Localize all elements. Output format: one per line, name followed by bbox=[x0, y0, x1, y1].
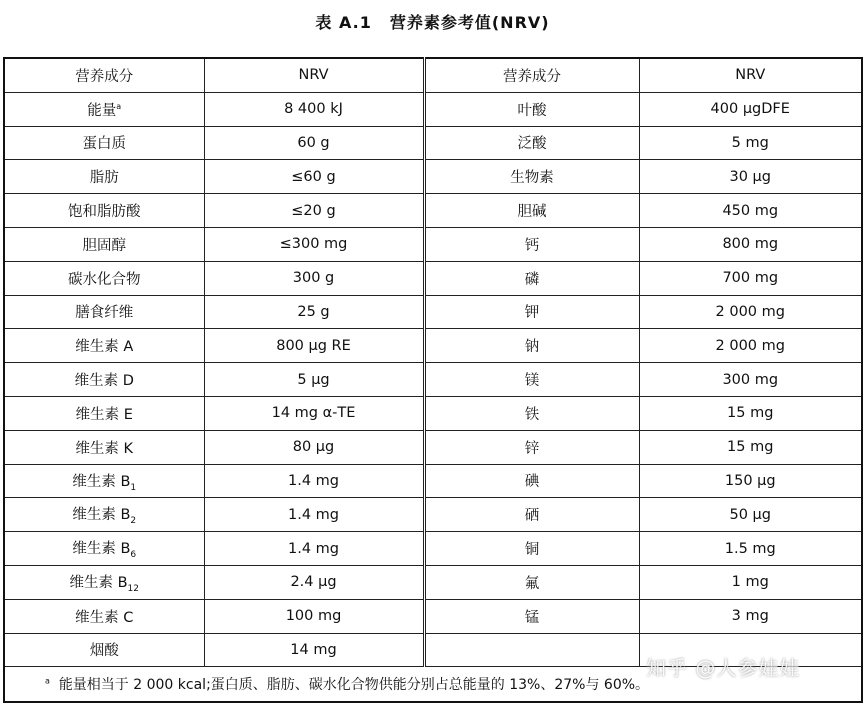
nutrient-name-left bbox=[4, 599, 204, 633]
header-nrv-left: NRV bbox=[204, 58, 424, 92]
nutrient-name-left bbox=[4, 430, 204, 464]
nutrient-name-text: 维生素 B bbox=[69, 574, 128, 591]
nutrient-name-left bbox=[4, 633, 204, 667]
table-row bbox=[4, 261, 862, 295]
nrv-value-right: 450 mg bbox=[639, 194, 862, 228]
nutrient-name-left bbox=[4, 363, 204, 397]
nutrient-name-right: 磷 bbox=[424, 261, 639, 295]
table-row bbox=[4, 295, 862, 329]
nutrient-name-left bbox=[4, 295, 204, 329]
nrv-value-right: 1.5 mg bbox=[639, 532, 862, 566]
footnote-text: 能量相当于 2 000 kcal;蛋白质、脂肪、碳水化合物供能分别占总能量的 13%、27%与 60%。 bbox=[58, 677, 650, 694]
nutrient-name-right: 氟 bbox=[424, 565, 639, 599]
nutrient-sub: 2 bbox=[130, 516, 137, 527]
nutrient-name-left bbox=[4, 329, 204, 363]
table-row bbox=[4, 498, 862, 532]
header-row bbox=[4, 58, 862, 92]
nutrient-name-text: 维生素 C bbox=[75, 609, 134, 626]
nrv-value-left: 25 g bbox=[204, 295, 424, 329]
header-component-left: 营养成分 bbox=[4, 58, 204, 92]
nrv-value-left: 300 g bbox=[204, 261, 424, 295]
header-nrv-right: NRV bbox=[639, 58, 862, 92]
nrv-value-left: 1.4 mg bbox=[204, 532, 424, 566]
nutrient-name-text: 维生素 D bbox=[74, 373, 134, 390]
nrv-value-right: 15 mg bbox=[639, 396, 862, 430]
nutrient-name-left bbox=[4, 92, 204, 126]
nutrient-name-text: 维生素 B bbox=[72, 473, 131, 490]
nutrient-name-right: 铜 bbox=[424, 532, 639, 566]
nrv-value-right: 800 mg bbox=[639, 227, 862, 261]
nutrient-name-left bbox=[4, 261, 204, 295]
table-row bbox=[4, 464, 862, 498]
table-row bbox=[4, 126, 862, 160]
footnote-mark: a bbox=[45, 676, 50, 686]
table-row bbox=[4, 194, 862, 228]
nutrient-name-text: 维生素 B bbox=[72, 507, 131, 524]
nrv-value-right: 150 μg bbox=[639, 464, 862, 498]
nutrient-name-right: 叶酸 bbox=[424, 92, 639, 126]
nrv-value-left: 80 μg bbox=[204, 430, 424, 464]
header-component-right: 营养成分 bbox=[424, 58, 639, 92]
nutrient-name-text: 能量 bbox=[87, 102, 117, 119]
nrv-value-left: ≤60 g bbox=[204, 160, 424, 194]
nutrient-name-right: 生物素 bbox=[424, 160, 639, 194]
nutrient-name-right: 胆碱 bbox=[424, 194, 639, 228]
nutrient-name-left bbox=[4, 227, 204, 261]
nrv-value-right: 2 000 mg bbox=[639, 295, 862, 329]
nutrient-name-right: 锰 bbox=[424, 599, 639, 633]
nutrient-name-text: 维生素 E bbox=[75, 406, 133, 423]
nrv-value-right: 400 μgDFE bbox=[639, 92, 862, 126]
nutrient-name-text: 胆固醇 bbox=[82, 237, 126, 254]
table-row bbox=[4, 92, 862, 126]
nutrient-name-right: 锌 bbox=[424, 430, 639, 464]
nrv-value-left: ≤300 mg bbox=[204, 227, 424, 261]
nutrient-name-text: 脂肪 bbox=[89, 170, 119, 187]
table-row bbox=[4, 227, 862, 261]
nrv-value-left: 60 g bbox=[204, 126, 424, 160]
nutrient-name-left bbox=[4, 194, 204, 228]
nutrient-name-right: 钠 bbox=[424, 329, 639, 363]
nrv-value-left: 8 400 kJ bbox=[204, 92, 424, 126]
nutrient-name-left bbox=[4, 126, 204, 160]
nutrient-name-left bbox=[4, 565, 204, 599]
nutrient-name-text: 碳水化合物 bbox=[68, 271, 141, 288]
nutrient-name-right: 钾 bbox=[424, 295, 639, 329]
nutrient-name-right: 泛酸 bbox=[424, 126, 639, 160]
nutrient-name-left bbox=[4, 498, 204, 532]
nrv-value-right: 1 mg bbox=[639, 565, 862, 599]
nrv-value-left: 2.4 μg bbox=[204, 565, 424, 599]
nutrient-name-left bbox=[4, 396, 204, 430]
nutrient-sub: 1 bbox=[130, 482, 137, 493]
nrv-value-left: ≤20 g bbox=[204, 194, 424, 228]
nutrient-name-text: 饱和脂肪酸 bbox=[68, 204, 141, 221]
nrv-value-right: 50 μg bbox=[639, 498, 862, 532]
nrv-table bbox=[3, 57, 863, 703]
nrv-value-left: 14 mg α-TE bbox=[204, 396, 424, 430]
nutrient-name-text: 烟酸 bbox=[89, 643, 119, 660]
nrv-value-right: 3 mg bbox=[639, 599, 862, 633]
nrv-value-left: 1.4 mg bbox=[204, 464, 424, 498]
table-row bbox=[4, 396, 862, 430]
nutrient-name-right: 碘 bbox=[424, 464, 639, 498]
nutrient-name-text: 蛋白质 bbox=[82, 136, 126, 153]
nutrient-name-right: 铁 bbox=[424, 396, 639, 430]
nrv-value-left: 5 μg bbox=[204, 363, 424, 397]
table-row bbox=[4, 430, 862, 464]
table-row bbox=[4, 565, 862, 599]
nutrient-name-right bbox=[424, 633, 639, 667]
nutrient-name-text: 维生素 B bbox=[72, 541, 131, 558]
table-row bbox=[4, 329, 862, 363]
table-row bbox=[4, 599, 862, 633]
nutrient-sub: 6 bbox=[130, 550, 137, 560]
nutrient-name-text: 维生素 A bbox=[75, 339, 134, 356]
nrv-value-right: 15 mg bbox=[639, 430, 862, 464]
nutrient-sub: 12 bbox=[127, 583, 139, 594]
nrv-value-right: 30 μg bbox=[639, 160, 862, 194]
table-row bbox=[4, 160, 862, 194]
nutrient-name-text: 维生素 K bbox=[75, 440, 134, 457]
nrv-value-left: 100 mg bbox=[204, 599, 424, 633]
nrv-value-right: 300 mg bbox=[639, 363, 862, 397]
nutrient-name-text: 膳食纤维 bbox=[75, 305, 134, 322]
nrv-value-right: 2 000 mg bbox=[639, 329, 862, 363]
table-number: 表 A.1 bbox=[315, 13, 372, 32]
table-row bbox=[4, 363, 862, 397]
table-title bbox=[0, 10, 865, 33]
table-row bbox=[4, 532, 862, 566]
nutrient-name-left bbox=[4, 532, 204, 566]
nrv-value-left: 1.4 mg bbox=[204, 498, 424, 532]
watermark: 知乎 @人参娃娃 bbox=[646, 656, 801, 680]
nutrient-name-right: 硒 bbox=[424, 498, 639, 532]
nutrient-sup: a bbox=[116, 101, 122, 111]
nutrient-name-right: 钙 bbox=[424, 227, 639, 261]
nutrient-name-left bbox=[4, 464, 204, 498]
nrv-value-left: 800 μg RE bbox=[204, 329, 424, 363]
table-title-text: 营养素参考值(NRV) bbox=[389, 13, 550, 32]
nutrient-name-left bbox=[4, 160, 204, 194]
nrv-value-left: 14 mg bbox=[204, 633, 424, 667]
nrv-value-right: 700 mg bbox=[639, 261, 862, 295]
nrv-value-right: 5 mg bbox=[639, 126, 862, 160]
nutrient-name-right: 镁 bbox=[424, 363, 639, 397]
